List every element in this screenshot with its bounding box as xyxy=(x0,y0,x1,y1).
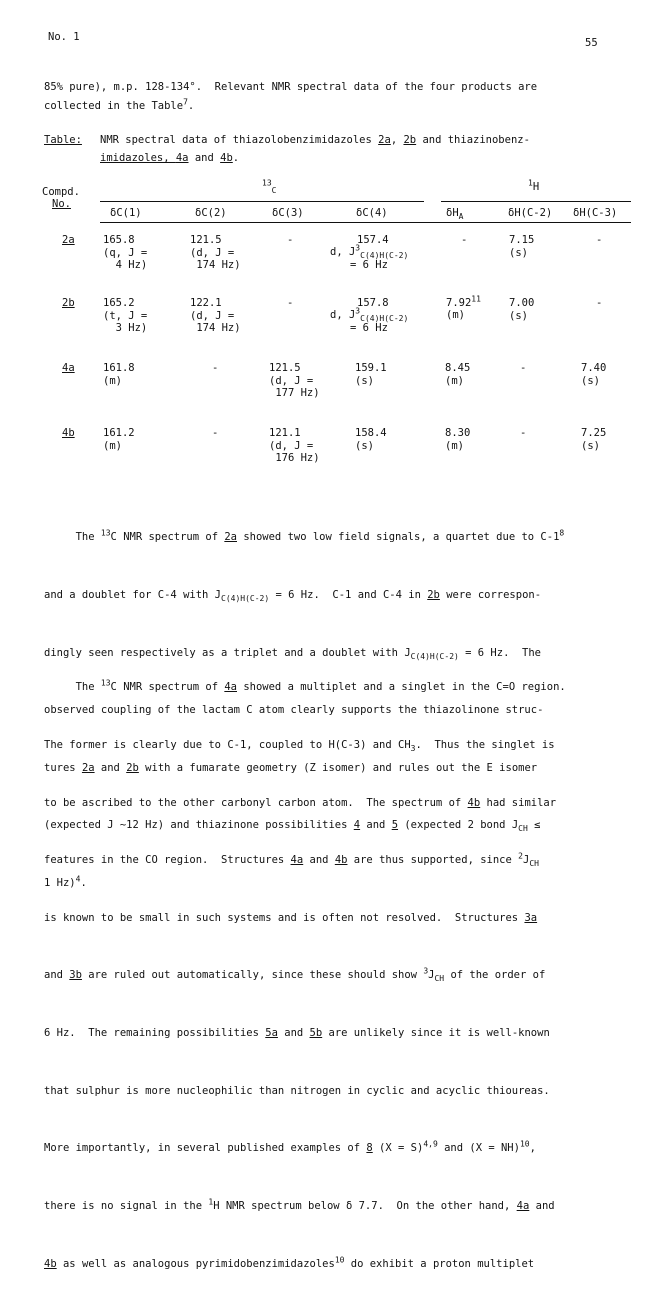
p1-l2-c: were correspon- xyxy=(439,589,542,602)
p2-line-11 xyxy=(44,1255,566,1274)
column-hc3: δH(C-3) xyxy=(573,207,618,219)
p2-l4-sup: 2 xyxy=(518,851,523,861)
row-2b-hc2: 7.00 (s) xyxy=(509,297,535,322)
p2-line-1 xyxy=(44,678,566,697)
p2-l11-ref: 10 xyxy=(334,1255,345,1264)
p1-l6-c: (expected 2 bond J xyxy=(398,819,519,832)
p1-l2-a: and a doublet for C-4 with J xyxy=(44,589,222,602)
row-2b-hc3: - xyxy=(596,297,603,309)
p2-l4-c: are thus supported, since xyxy=(347,854,519,867)
p2-l4-compound-4b: 4b xyxy=(334,854,348,867)
caption-text-3: imidazoles, xyxy=(100,152,176,164)
caption-compound-4a: 4a xyxy=(175,152,189,164)
row-4b-c4: 158.4 (s) xyxy=(355,427,387,452)
p2-l1-sup: 13 xyxy=(100,678,111,688)
caption-text-2: and thiazinobenz- xyxy=(416,134,530,146)
caption-and: and xyxy=(188,152,221,164)
p2-l9-ref-2: 10 xyxy=(519,1139,530,1149)
p2-line-3 xyxy=(44,794,566,813)
column-c1: δC(1) xyxy=(110,207,142,219)
row-2b-ha xyxy=(446,294,481,310)
p2-l11-b: do exhibit a proton multiplet xyxy=(344,1257,535,1270)
p2-l3-compound: 4b xyxy=(467,796,481,809)
row-2a-hc2: 7.15 (s) xyxy=(509,234,535,259)
p2-l9-compound: 8 xyxy=(366,1142,373,1155)
row-2a-c4-value: 157.4 xyxy=(357,234,389,246)
row-4b-ha: 8.30 (m) xyxy=(445,427,471,452)
p1-l2-compound: 2b xyxy=(427,589,440,602)
row-2a-c4-d: d, J xyxy=(330,246,356,258)
p2-l1-b: C NMR spectrum of xyxy=(110,681,225,694)
p1-l1-compound: 2a xyxy=(224,531,237,544)
table-head-compd: Compd. xyxy=(42,186,80,198)
p2-l9-b: (X = S) xyxy=(372,1142,424,1155)
h1-letter: H xyxy=(532,181,540,193)
p2-l9-ref-1: 4,9 xyxy=(423,1139,438,1149)
intro-line-2 xyxy=(44,99,194,113)
p2-l4-a: features in the CO region. Structures xyxy=(44,854,291,867)
p2-l3-a: to be ascribed to the other carbonyl carbon atom. The spectrum of xyxy=(44,796,468,809)
p2-line-4 xyxy=(44,851,566,870)
column-c2: δC(2) xyxy=(195,207,227,219)
p1-l3-sub: C(4)H(C-2) xyxy=(410,651,459,661)
p2-l7-b: and xyxy=(277,1027,310,1040)
row-4a-hc2: - xyxy=(520,362,527,374)
table-rule-h1 xyxy=(441,201,631,202)
row-id-4a: 4a xyxy=(62,362,75,374)
row-2a-c4-eq: = 6 Hz xyxy=(350,259,388,271)
p2-l6-d: of the order of xyxy=(444,969,546,982)
row-2b-ha-mult: (m) xyxy=(446,309,465,321)
p1-l1-a: The xyxy=(44,531,101,544)
table-rule-header xyxy=(100,222,631,223)
p2-l9-d: , xyxy=(529,1142,536,1155)
caption-end: . xyxy=(232,152,240,164)
row-id-2a: 2a xyxy=(62,234,75,246)
p2-l1-c: showed a multiplet and a singlet in the C=O region. xyxy=(237,681,566,694)
row-2a-ha: - xyxy=(461,234,468,246)
caption-text-1: NMR spectral data of thiazolobenzimidazoles xyxy=(100,134,379,146)
row-4a-hc3: 7.40 (s) xyxy=(581,362,607,387)
p1-l5-c: with a fumarate geometry (Z isomer) and rules out the E isomer xyxy=(138,761,538,774)
table-head-h1 xyxy=(528,180,539,194)
row-4b-c3: 121.1 (d, J = 176 Hz) xyxy=(269,427,320,464)
row-4b-hc2: - xyxy=(520,427,527,439)
p1-l6-compound-5: 5 xyxy=(391,819,399,832)
row-4b-hc3: 7.25 (s) xyxy=(581,427,607,452)
table-label: Table: xyxy=(44,134,82,146)
row-2a-hc3: - xyxy=(596,234,603,246)
row-2a-c4-sub: C(4)H(C-2) xyxy=(360,251,409,261)
p2-l2-sub: 3 xyxy=(410,744,416,754)
p2-l10-compound: 4a xyxy=(516,1199,530,1212)
h1-superscript: 1 xyxy=(528,178,533,188)
p2-l1-a: The xyxy=(44,681,101,694)
intro-line-2-end: . xyxy=(187,100,195,112)
p2-l10-sup: 1 xyxy=(208,1197,214,1207)
p2-l6-b: are ruled out automatically, since these should show xyxy=(81,969,424,982)
p2-line-9 xyxy=(44,1139,566,1158)
row-2b-ha-value: 7.92 xyxy=(446,297,472,309)
column-hc2: δH(C-2) xyxy=(508,207,553,219)
column-c3: δC(3) xyxy=(272,207,304,219)
p1-l7-ref: 4 xyxy=(75,874,81,884)
table-head-no: No. xyxy=(52,198,71,210)
p2-l7-compound-5b: 5b xyxy=(309,1027,323,1040)
row-2b-c4-sub: C(4)H(C-2) xyxy=(360,314,409,324)
p2-line-6 xyxy=(44,966,566,985)
intro-line-2-text: collected in the Table xyxy=(44,100,184,112)
p1-line-4: observed coupling of the lactam C atom clearly supports the thiazolinone struc- xyxy=(44,704,544,717)
row-2a-c4-coupling xyxy=(330,243,409,261)
p2-l6-c: J xyxy=(428,969,435,982)
column-ha-sub: A xyxy=(458,212,464,222)
p2-l2-b: . Thus the singlet is xyxy=(415,739,555,752)
p2-l11-compound: 4b xyxy=(44,1257,57,1270)
p2-l2-a: The former is clearly due to C-1, coupled to H(C-3) and CH xyxy=(44,739,411,752)
p1-line-2 xyxy=(44,586,564,605)
page-number: 55 xyxy=(585,37,598,49)
paragraph-2 xyxy=(44,640,566,1312)
table-rule-c13 xyxy=(100,201,424,202)
p1-l5-compound-2a: 2a xyxy=(81,761,95,774)
caption-compound-2a: 2a xyxy=(378,134,391,146)
p2-l10-c: and xyxy=(529,1199,555,1212)
p1-l7-a: 1 Hz) xyxy=(44,877,76,890)
column-ha xyxy=(446,206,463,220)
row-2b-ha-footnote: 11 xyxy=(471,294,481,304)
p2-line-8: that sulphur is more nucleophilic than nitrogen in cyclic and acyclic thioureas. xyxy=(44,1084,550,1097)
column-ha-text: δH xyxy=(446,207,459,219)
row-id-2b: 2b xyxy=(62,297,75,309)
row-4a-c4: 159.1 (s) xyxy=(355,362,387,387)
p2-l9-a: More importantly, in several published examples of xyxy=(44,1142,367,1155)
p2-l9-c: and (X = NH) xyxy=(437,1142,520,1155)
row-2b-c4-value: 157.8 xyxy=(357,297,389,309)
p2-line-10 xyxy=(44,1197,566,1216)
row-2a-c2: 121.5 (d, J = 174 Hz) xyxy=(190,234,241,271)
p1-l5-b: and xyxy=(94,761,127,774)
p2-l6-compound: 3b xyxy=(69,969,82,982)
p2-l4-d: J xyxy=(522,854,530,867)
p2-l6-sub: CH xyxy=(434,974,445,984)
p1-l7-b: . xyxy=(80,877,87,890)
row-4b-c1: 161.2 (m) xyxy=(103,427,135,452)
row-2b-c4-coupling xyxy=(330,306,409,324)
p2-l1-compound: 4a xyxy=(224,681,237,694)
p2-l3-b: had similar xyxy=(480,796,557,809)
row-2b-c1: 165.2 (t, J = 3 Hz) xyxy=(103,297,148,334)
p2-l4-sub: CH xyxy=(529,859,539,869)
caption-compound-4b: 4b xyxy=(220,152,233,164)
row-2b-c4-eq: = 6 Hz xyxy=(350,322,388,334)
row-2a-c1: 165.8 (q, J = 4 Hz) xyxy=(103,234,148,271)
row-4b-c2: - xyxy=(212,427,219,439)
p2-l5-a: is known to be small in such systems and is often not resolved. Structures xyxy=(44,911,525,924)
row-2b-c4-sup: 3 xyxy=(355,306,361,316)
row-2b-c2: 122.1 (d, J = 174 Hz) xyxy=(190,297,241,334)
p1-l6-compound-4: 4 xyxy=(353,819,361,832)
column-c4: δC(4) xyxy=(356,207,388,219)
p2-line-2 xyxy=(44,736,566,755)
p1-l1-c: showed two low field signals, a quartet due to C-1 xyxy=(237,531,560,544)
p1-l5-a: tures xyxy=(44,761,82,774)
intro-footnote-ref: 7 xyxy=(183,97,188,107)
p1-l3-b: = 6 Hz. The xyxy=(458,646,542,659)
journal-number: No. 1 xyxy=(48,31,80,43)
p1-l6-b: and xyxy=(360,819,392,832)
table-head-c13 xyxy=(262,180,276,194)
p1-l6-sub: CH xyxy=(518,824,528,834)
p2-l6-a: and xyxy=(44,969,70,982)
row-2a-c4-sup: 3 xyxy=(355,243,361,253)
p1-l5-compound-2b: 2b xyxy=(126,761,139,774)
row-2b-c4-d: d, J xyxy=(330,309,356,321)
p1-l3-a: dingly seen respectively as a triplet and a doublet with J xyxy=(44,646,411,659)
caption-compound-2b: 2b xyxy=(403,134,417,146)
p2-l5-compound: 3a xyxy=(524,911,538,924)
row-4a-c2: - xyxy=(212,362,219,374)
intro-line-1: 85% pure), m.p. 128-134°. Relevant NMR spectral data of the four products are xyxy=(44,81,538,93)
p2-l10-a: there is no signal in the xyxy=(44,1199,209,1212)
p2-l4-b: and xyxy=(303,854,335,867)
p2-l10-b: H NMR spectrum below δ 7.7. On the other hand, xyxy=(213,1199,517,1212)
caption-sep: , xyxy=(390,134,404,146)
row-2b-c3: - xyxy=(287,297,294,309)
row-4a-c1: 161.8 (m) xyxy=(103,362,135,387)
p2-l6-sup: 3 xyxy=(423,966,429,976)
row-4a-c3: 121.5 (d, J = 177 Hz) xyxy=(269,362,320,399)
c13-letter: C xyxy=(271,186,277,196)
p1-l1-b: C NMR spectrum of xyxy=(110,531,225,544)
p2-l11-a: as well as analogous pyrimidobenzimidazoles xyxy=(56,1257,335,1270)
p2-l7-c: are unlikely since it is well-known xyxy=(322,1027,550,1040)
p2-l4-compound-4a: 4a xyxy=(290,854,304,867)
p1-l6-d: ≤ xyxy=(527,819,541,832)
row-2a-c3: - xyxy=(287,234,294,246)
table-caption-line-2 xyxy=(100,151,239,165)
table-caption-line-1 xyxy=(100,133,530,147)
row-4a-ha: 8.45 (m) xyxy=(445,362,471,387)
p2-l7-compound-5a: 5a xyxy=(265,1027,278,1040)
p1-l1-sup: 13 xyxy=(100,528,111,538)
p1-l2-b: = 6 Hz. C-1 and C-4 in xyxy=(269,589,428,602)
p1-l1-ref: 8 xyxy=(559,528,565,538)
p1-l6-a: (expected J ~12 Hz) and thiazinone possibilities xyxy=(44,819,354,832)
p2-line-7 xyxy=(44,1024,566,1043)
p1-l2-sub: C(4)H(C-2) xyxy=(221,594,270,604)
row-id-4b: 4b xyxy=(62,427,75,439)
c13-superscript: 13 xyxy=(262,178,272,188)
p2-l7-a: 6 Hz. The remaining possibilities xyxy=(44,1027,266,1040)
p1-line-1 xyxy=(44,528,564,547)
